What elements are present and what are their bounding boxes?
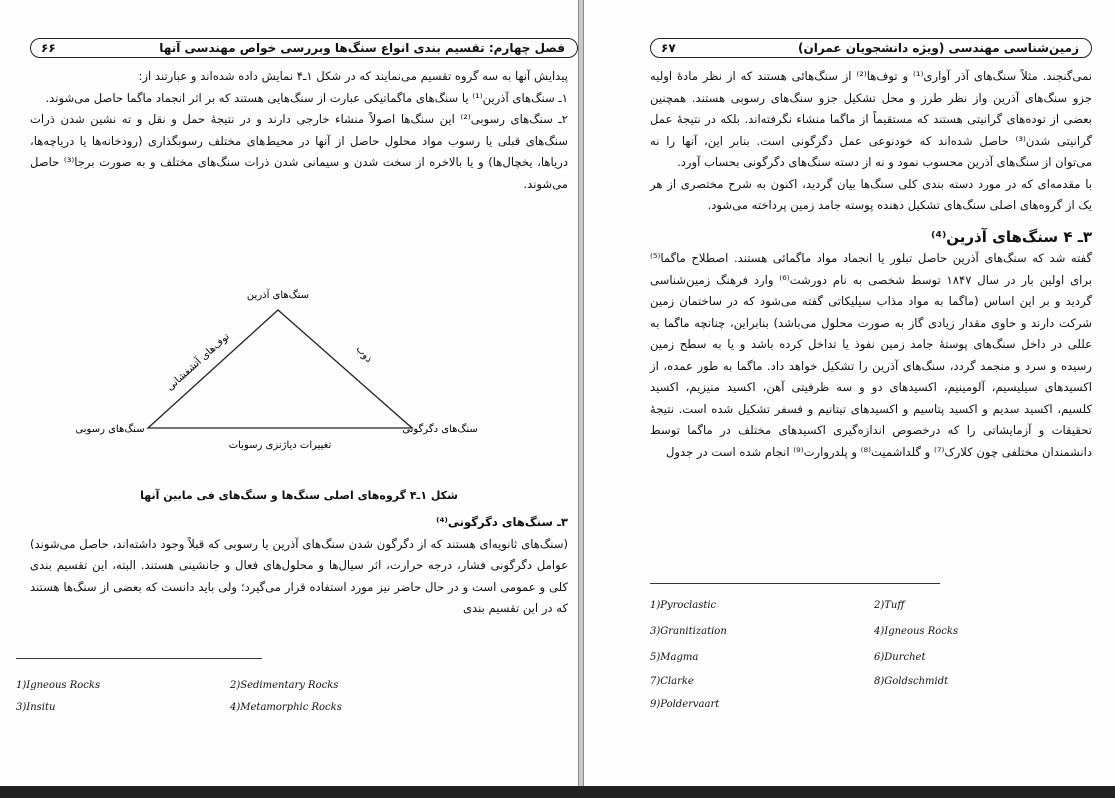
footnote-3: 3)Granitization [650,626,727,637]
footnote-4: 4)Metamorphic Rocks [230,702,342,713]
page-number: ۶۷ [661,41,676,55]
scan-bottom-edge [0,786,1115,798]
item-sedimentary: ۲ـ سنگ‌های رسوبی⁽²⁾ این سنگ‌ها اصولاً منشاء خارجی دارند و در نتیجهٔ حمل و نقل و ته نشین شدن ذرات سنگ‌های قبلی یا رسوب مواد محلول حاصل از آنها در محیط‌های مختلف رسوبگذاری (رودخانه‌ها یا دریاچه‌ها، دریاها، یخچال‌ها) و یا بالاخره از سخت شدن و سیمانی شدن ذرات سنگ‌های مختلف و به صورت برجا⁽³⁾ حاصل می‌شوند. [30,112,568,191]
item-metamorphic-title: ۳ـ سنگ‌های دگرگونی⁽⁴⁾ [436,515,568,529]
footnote-2: 2)Tuff [874,600,905,611]
label-igneous: سنگ‌های آذرین [246,290,310,301]
paragraph-3: گفته شد که سنگ‌های آذرین حاصل تبلور یا انجماد مواد ماگمائی هستند. اصطلاح ماگما⁽⁵⁾ برای اولین بار در سال ۱۸۴۷ توسط شخصی به نام دورشت⁽⁶⁾ وارد فرهنگ زمین‌شناسی گردید و بر این اساس (ماگما به مواد مذاب سیلیکاتی گفته می‌شود که در ساختمان زمین شرکت دارند و حاوی مقدار زیادی گاز به صورت محلول می‌باشد) بنابراین، چنانچه ماگما به عللی در داخل سنگ‌های پوستهٔ جامد زمین نفوذ یا تداخل کرده باشد و یا به سطح زمین رسیده و سرد و منجمد گردد، سنگ‌های آذرین را تشکیل خواهد داد. ماگما به طور عمده، از اکسیدهای سیلیسیم، آلومینیم، اکسیدهای دو و سه ظرفیتی آهن، اکسید منیزیم، اکسید کلسیم، اکسید سدیم و اکسید پتاسیم و اکسیدهای تیتانیم و فسفر تشکیل شده است. نتیجهٔ تحقیقات و آزمایشاتی را که درخصوص اندازه‌گیری اکسیدهای مختلف در ماگما توسط دانشمندان مختلفی چون کلارک⁽⁷⁾ و گلداشمیت⁽⁸⁾ و پلدروارت⁽⁹⁾ انجام شده است در جدول [650,251,1093,459]
footnote-2: 2)Sedimentary Rocks [230,680,339,691]
footnote-9: 9)Poldervaart [650,699,720,710]
right-text [650,66,1092,463]
right-page-header [650,38,1092,58]
label-volcanic-tuffs: توف‌های آتشفشانی [164,331,232,394]
footnote-3: 3)Insitu [16,702,56,713]
footnote-4: 4)Igneous Rocks [874,626,959,637]
item-igneous: ۱ـ سنگ‌های آذرین⁽¹⁾ یا سنگ‌های ماگماتیکی عبارت از سنگ‌هایی هستند که بر اثر انجماد ماگما حاصل می‌شوند. [45,90,568,105]
page-number: ۶۶ [41,41,56,55]
label-diagenesis: تغییرات دیاژنزی رسوبات [228,440,332,451]
footnote-6: 6)Durchet [874,652,926,663]
footnote-1: 1)Pyroclastic [650,600,717,611]
chapter-title: فصل چهارم: تقسیم بندی انواع سنگ‌ها وبررسی خواص مهندسی آنها [159,41,565,55]
left-text-bottom [30,512,568,620]
footnote-1: 1)Igneous Rocks [16,680,101,691]
section-title: ۳ـ ۴ سنگ‌های آذرین⁽⁴⁾ [931,227,1092,246]
left-page-header [30,38,578,58]
footnote-8: 8)Goldschmidt [874,676,949,687]
label-sedimentary: سنگ‌های رسوبی [75,424,145,435]
intro-paragraph: پیدایش آنها به سه گروه تقسیم می‌نمایند که در شکل ۱ـ۴ نمایش داده شده‌اند و عبارتند از: [138,69,568,83]
figure-caption: شکل ۱ـ۴ گروه‌های اصلی سنگ‌ها و سنگ‌های فی مابین آنها [140,489,458,502]
right-page [584,0,1115,798]
footnote-5: 5)Magma [650,652,699,663]
book-title: زمین‌شناسی مهندسی (ویژه دانشجویان عمران) [798,41,1079,55]
item-metamorphic-body: (سنگ‌های ثانویه‌ای هستند که از دگرگون شدن سنگ‌های آذرین یا رسوبی که قبلاً وجود داشته‌اند، حاصل می‌شوند) عوامل دگرگونی فشار، درجه حرارت، اثر سیال‌ها و محلول‌های فعال و جانشینی هستند. البته، این تقسیم بندی کلی و عمومی است و در حال حاضر نیز مورد استفاده قرار می‌گیرد؛ ولی باید دانست که بعضی از سنگ‌ها هستند که در این تقسیم بندی [30,536,568,615]
paragraph-1: نمی‌گنجند. مثلاً سنگ‌های آذر آواری⁽¹⁾ و توف‌ها⁽²⁾ از سنگ‌هائی هستند که از نظر مادهٔ اولیه جزو سنگ‌های آذرین واز نظر طرز و محل تشکیل جزو سنگ‌های رسوبی هستند. همچنین بعضی از توده‌های گرانیتی هستند که مستقیماً از ماگما منشاء نگرفته‌اند. بلکه در نتیجهٔ عمل گرانیتی شدن⁽³⁾ حاصل شده‌اند که خودنوعی عمل دگرگونی است. بنابر این، آنها را نه می‌توان از سنگ‌های آذرین محسوب نمود و نه از دسته سنگ‌های دگرگونی بحساب آورد. [650,69,1093,169]
rock-cycle-diagram [40,268,540,463]
footnote-7: 7)Clarke [650,676,694,687]
label-melting: ذوب [353,343,375,365]
paragraph-2: با مقدمه‌ای که در مورد دسته بندی کلی سنگ‌ها بیان گردید، اکنون به شرح مختصری از هر یک از گروه‌های اصلی سنگ‌های تشکیل دهنده پوسته جامد زمین پرداخته می‌شود. [650,176,1092,212]
footnote-separator [16,658,262,659]
label-metamorphic: سنگ‌های دگرگونی [402,424,478,435]
footnote-separator [650,583,940,584]
left-text-top [30,66,568,195]
